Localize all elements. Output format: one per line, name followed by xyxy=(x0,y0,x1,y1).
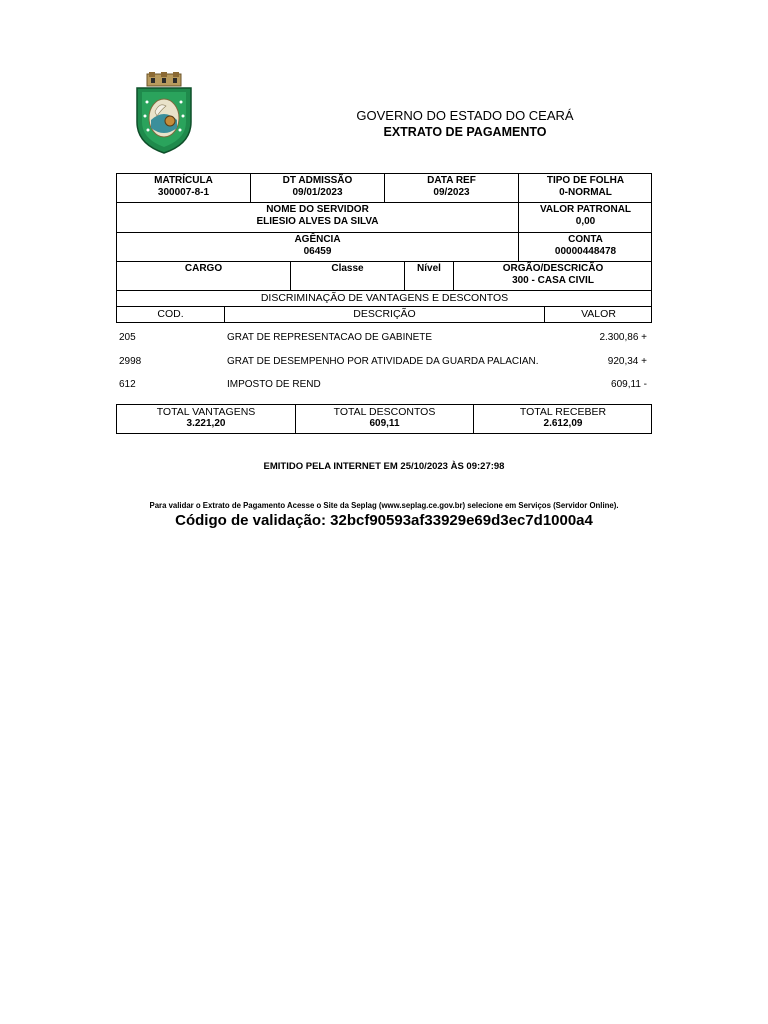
total-receber-value: 2.612,09 xyxy=(543,418,583,429)
page-subtitle: EXTRATO DE PAGAMENTO xyxy=(383,125,547,139)
cargo-cell xyxy=(117,263,290,275)
total-vantagens-cell xyxy=(117,406,295,430)
nivel-label: Nível xyxy=(417,263,441,274)
row-3-cod: 612 xyxy=(119,379,136,390)
col-desc-header: DESCRIÇÃO xyxy=(353,308,416,320)
orgao-label: ORGÃO/DESCRICÃO xyxy=(502,263,604,274)
total-vantagens-value: 3.221,20 xyxy=(186,418,226,429)
conta-cell xyxy=(519,234,652,258)
tipo-folha-cell xyxy=(519,175,652,199)
page-title: GOVERNO DO ESTADO DO CEARÁ xyxy=(356,108,574,123)
conta-value: 00000448478 xyxy=(554,246,617,257)
total-descontos-cell xyxy=(296,406,473,430)
orgao-value: 300 - CASA CIVIL xyxy=(512,275,594,286)
col-cod-header: COD. xyxy=(157,308,184,320)
nome-value: ELIESIO ALVES DA SILVA xyxy=(256,216,379,227)
row-1-valor: 2.300,86 + xyxy=(599,332,647,343)
row-1-cod: 205 xyxy=(119,332,136,343)
agencia-cell xyxy=(117,234,518,258)
agencia-label: AGÊNCIA xyxy=(294,234,341,245)
dt-admissao-cell xyxy=(251,175,384,199)
discriminacao-title: DISCRIMINAÇÃO DE VANTAGENS E DESCONTOS xyxy=(260,292,509,304)
classe-cell xyxy=(291,263,404,275)
data-ref-cell xyxy=(385,175,518,199)
total-receber-cell xyxy=(474,406,652,430)
total-descontos-label: TOTAL DESCONTOS xyxy=(333,406,436,418)
validation-instructions: Para validar o Extrato de Pagamento Acesse o Site da Seplag (www.seplag.ce.gov.br) selecione em Serviços (Servidor Online). xyxy=(149,501,619,510)
conta-label: CONTA xyxy=(568,234,603,245)
emitido-text: EMITIDO PELA INTERNET EM 25/10/2023 ÀS 09:27:98 xyxy=(263,461,505,472)
matricula-value: 300007-8-1 xyxy=(157,187,210,198)
col-valor-header: VALOR xyxy=(581,308,616,320)
row-3-valor: 609,11 - xyxy=(611,379,647,390)
nome-label: NOME DO SERVIDOR xyxy=(266,204,369,215)
validation-code: Código de validação: 32bcf90593af33929e69d3ec7d1000a4 xyxy=(175,512,593,529)
nivel-cell xyxy=(405,263,453,275)
agencia-value: 06459 xyxy=(303,246,332,257)
row-2-cod: 2998 xyxy=(119,356,142,367)
total-receber-label: TOTAL RECEBER xyxy=(519,406,607,418)
data-ref-label: DATA REF xyxy=(427,175,476,186)
classe-label: Classe xyxy=(331,263,364,274)
tipo-folha-label: TIPO DE FOLHA xyxy=(546,175,625,186)
total-descontos-value: 609,11 xyxy=(369,418,400,429)
dt-admissao-value: 09/01/2023 xyxy=(292,187,343,198)
valor-patronal-label: VALOR PATRONAL xyxy=(539,204,632,215)
matricula-cell xyxy=(117,175,250,199)
nome-cell xyxy=(117,204,518,228)
valor-patronal-value: 0,00 xyxy=(575,216,596,227)
row-3-desc: IMPOSTO DE REND xyxy=(227,379,321,390)
row-2-valor: 920,34 + xyxy=(607,356,647,367)
row-1-desc: GRAT DE REPRESENTACAO DE GABINETE xyxy=(227,332,433,343)
dt-admissao-label: DT ADMISSÃO xyxy=(282,175,353,186)
total-vantagens-label: TOTAL VANTAGENS xyxy=(156,406,256,418)
tipo-folha-value: 0-NORMAL xyxy=(559,187,612,198)
matricula-label: MATRÍCULA xyxy=(154,175,213,186)
row-2-desc: GRAT DE DESEMPENHO POR ATIVIDADE DA GUARDA PALACIAN. xyxy=(227,356,539,367)
orgao-cell xyxy=(454,263,652,287)
valor-patronal-cell xyxy=(519,204,652,228)
data-ref-value: 09/2023 xyxy=(433,187,470,198)
cargo-label: CARGO xyxy=(184,263,223,274)
